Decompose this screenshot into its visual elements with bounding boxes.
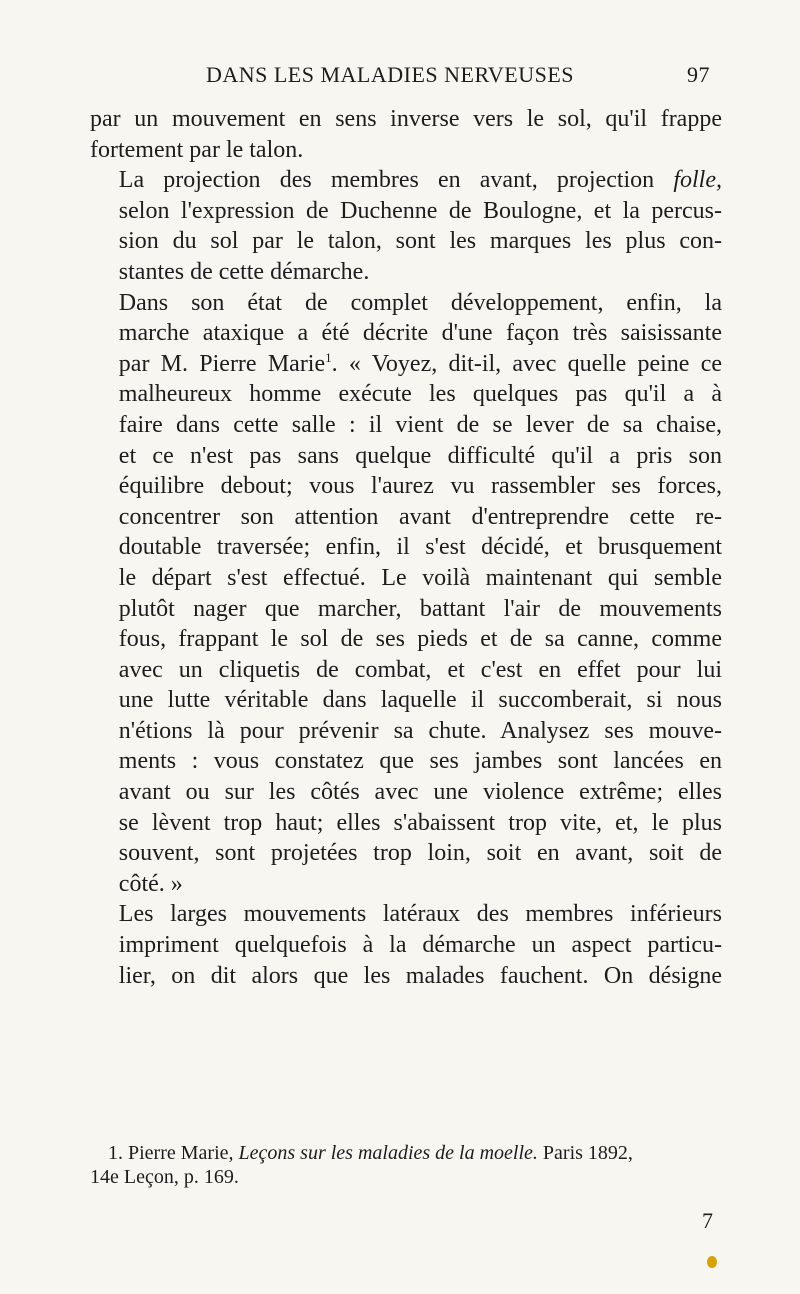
text-line: par un mouvement en sens inverse vers le sol, qu'il frappe bbox=[90, 106, 722, 132]
text-line: avec un cliquetis de combat, et c'est en effet pour lui bbox=[118, 656, 722, 683]
footnote-line: 1. Pierre Marie, Leçons sur les maladies de la moelle. Paris 1892, bbox=[108, 1142, 633, 1164]
text-line: souvent, sont projetées trop loin, soit en avant, soit de bbox=[118, 840, 722, 867]
text-line: selon l'expression de Duchenne de Boulogne, et la percus- bbox=[118, 197, 722, 224]
paragraph-2 bbox=[90, 165, 722, 287]
paragraph-4 bbox=[90, 899, 722, 991]
text-line: malheureux homme exécute les quelques pas qu'il a à bbox=[118, 381, 722, 408]
text-line: par M. Pierre Marie$^1$. « Voyez, dit-il, avec quelle peine ce bbox=[118, 349, 723, 377]
ink-dot bbox=[707, 1256, 717, 1268]
text-line: marche ataxique a été décrite d'une façon très saisissante bbox=[118, 320, 722, 347]
italic-word: folle, bbox=[673, 167, 722, 194]
paragraph-1 bbox=[90, 104, 722, 165]
text-line: fous, frappant le sol de ses pieds et de sa canne, comme bbox=[118, 626, 722, 653]
page-number: 97 bbox=[687, 62, 710, 87]
footnote-line: 14e Leçon, p. 169. bbox=[90, 1166, 239, 1188]
footnote-title: Leçons sur les maladies de la moelle. bbox=[238, 1142, 538, 1164]
text-line: ments : vous constatez que ses jambes sont lancées en bbox=[118, 748, 722, 775]
text-line: concentrer son attention avant d'entreprendre cette re- bbox=[118, 503, 722, 530]
text-line: Les larges mouvements latéraux des membres inférieurs bbox=[118, 901, 722, 928]
text-line: fortement par le talon. bbox=[90, 136, 304, 163]
text-line: doutable traversée; enfin, il s'est décidé, et brusquement bbox=[118, 534, 722, 561]
text-line: La projection des membres en avant, projection folle, bbox=[118, 167, 722, 194]
text-line: faire dans cette salle : il vient de se lever de sa chaise, bbox=[118, 411, 722, 438]
text-line: stantes de cette démarche. bbox=[118, 258, 370, 285]
text-line: le départ s'est effectué. Le voilà maintenant qui semble bbox=[118, 564, 722, 591]
text-line: sion du sol par le talon, sont les marques les plus con- bbox=[118, 228, 722, 255]
text-line: lier, on dit alors que les malades fauchent. On désigne bbox=[118, 962, 722, 989]
text-line: équilibre debout; vous l'aurez vu rassembler ses forces, bbox=[118, 473, 722, 500]
text-line: n'étions là pour prévenir sa chute. Analysez ses mouve- bbox=[118, 717, 722, 744]
body-text bbox=[90, 104, 722, 991]
text-line: côté. » bbox=[118, 870, 183, 897]
footnote bbox=[90, 1141, 730, 1189]
text-line: se lèvent trop haut; elles s'abaissent trop vite, et, le plus bbox=[118, 809, 722, 836]
running-title: DANS LES MALADIES NERVEUSES bbox=[205, 62, 575, 87]
text-line: Dans son état de complet développement, enfin, la bbox=[118, 289, 722, 316]
text-line: et ce n'est pas sans quelque difficulté qu'il a pris son bbox=[118, 442, 722, 469]
text-line: impriment quelquefois à la démarche un aspect particu- bbox=[118, 932, 722, 959]
footnote-marker: 1 bbox=[325, 349, 332, 365]
signature-mark: 7 bbox=[702, 1208, 713, 1233]
paragraph-3 bbox=[90, 288, 722, 900]
text-line: plutôt nager que marcher, battant l'air de mouvements bbox=[118, 595, 722, 622]
text-line: une lutte véritable dans laquelle il succomberait, si nous bbox=[118, 687, 722, 714]
text-line: avant ou sur les côtés avec une violence extrême; elles bbox=[118, 779, 722, 806]
